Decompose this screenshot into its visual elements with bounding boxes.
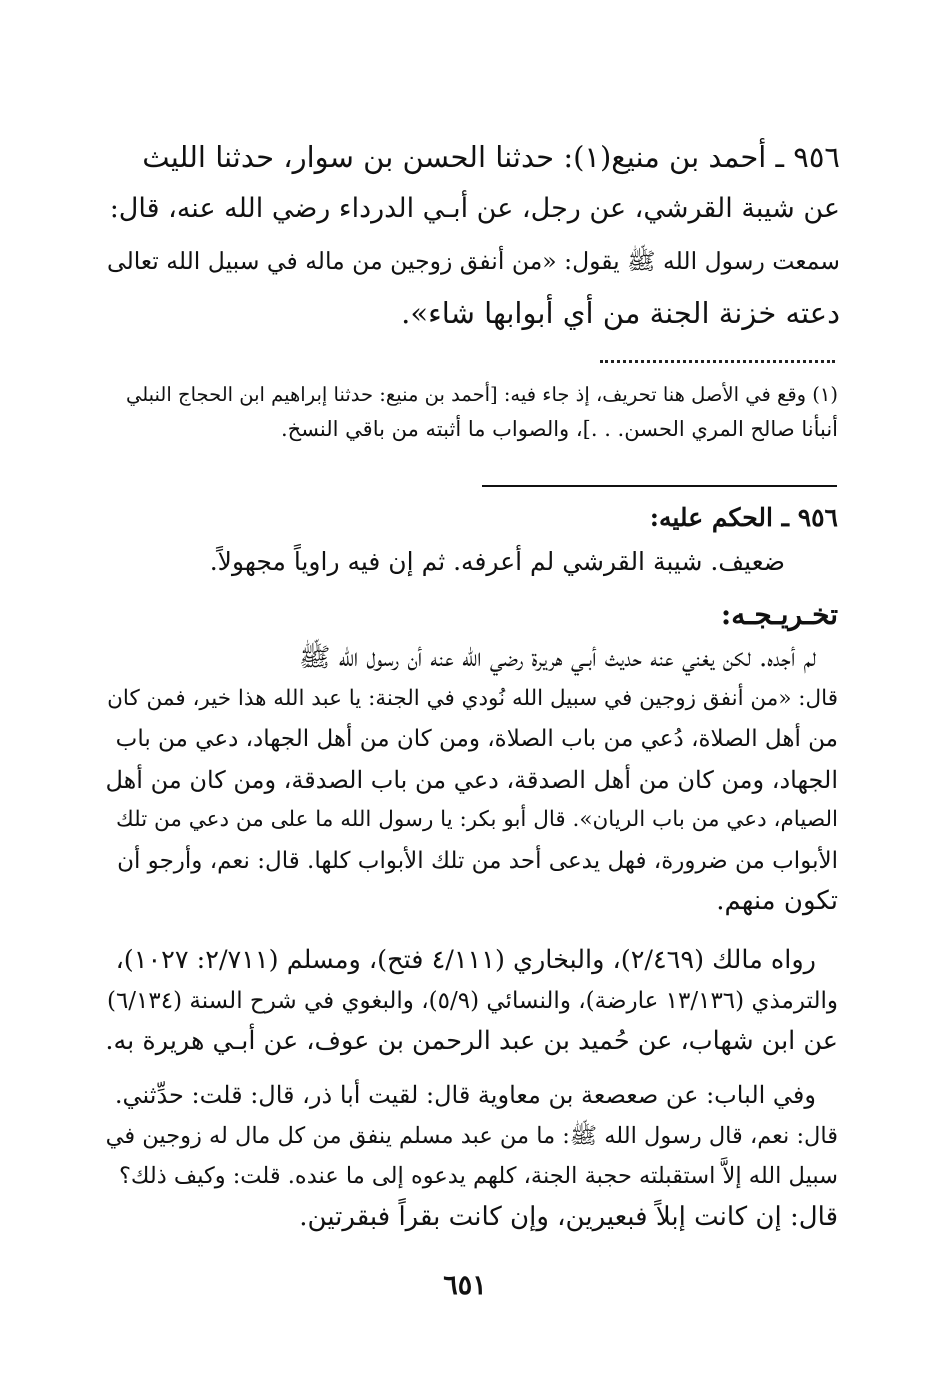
- hadith-line: دعته خزنة الجنة من أي أبوابها شاء».: [401, 296, 840, 330]
- page-number: ٦٥١: [443, 1270, 487, 1301]
- paragraph-line: وفي الباب: عن صعصعة بن معاوية قال: لقيت أبا ذر، قال: قلت: حدِّثني.: [114, 1081, 816, 1109]
- paragraph-line: تكون منهم.: [716, 886, 838, 916]
- footnote-line: (١) وقع في الأصل هنا تحريف، إذ جاء فيه: [أحمد بن منيع: حدثنا إبراهيم ابن الحجاج النبلي: [125, 383, 838, 406]
- paragraph-line: من أهل الصلاة، دُعي من باب الصلاة، ومن كان من أهل الجهاد، دعي من باب: [115, 726, 838, 752]
- hadith-line: عن شيبة القرشي، عن رجل، عن أبـي الدرداء رضي الله عنه، قال:: [109, 193, 840, 224]
- paragraph-line: لم أجده. لكن يغني عنه حديث أبـي هريرة رضي الله عنه أن رسول الله ﷺ: [298, 643, 816, 673]
- paragraph-line: والترمذي (١٣/١٣٦ عارضة)، والنسائي (٥/٩)، والبغوي في شرح السنة (٦/١٣٤): [106, 987, 838, 1014]
- paragraph-line: الصيام، دعي من باب الريان». قال أبو بكر: يا رسول الله ما على من دعي من تلك: [115, 807, 838, 832]
- paragraph-line: سبيل الله إلاَّ استقبلته حجبة الجنة، كلهم يدعوه إلى ما عنده. قلت: وكيف ذلك؟: [118, 1163, 838, 1189]
- footnote-line: أنبأنا صالح المري الحسن. . .]، والصواب ما أثبته من باقي النسخ.: [280, 417, 838, 441]
- ruling-text: ضعيف. شيبة القرشي لم أعرفه. ثم إن فيه راوياً مجهولاً.: [209, 547, 785, 576]
- paragraph-line: عن ابن شهاب، عن حُميد بن عبد الرحمن بن عوف، عن أبـي هريرة به.: [105, 1026, 838, 1056]
- ruling-heading: ٩٥٦ ـ الحكم عليه:: [649, 503, 838, 532]
- paragraph-line: الأبواب من ضرورة، فهل يدعى أحد من تلك الأبواب كلها. قال: نعم، وأرجو أن: [117, 847, 838, 874]
- footnote-separator: [600, 348, 835, 363]
- paragraph-line: قال: «من أنفق زوجين في سبيل الله نُودي في الجنة: يا عبد الله هذا خير، فمن كان: [107, 685, 838, 711]
- section-divider: [482, 485, 837, 487]
- footnote: [110, 378, 838, 446]
- hadith-text: [105, 131, 840, 339]
- hadith-line: سمعت رسول الله ﷺ يقول: «من أنفق زوجين من ماله في سبيل الله تعالى: [106, 247, 840, 275]
- hadith-line: ٩٥٦ ـ أحمد بن منيع(١): حدثنا الحسن بن سوار، حدثنا الليث: [142, 140, 840, 174]
- takhrij-paragraph-2: [105, 940, 838, 1062]
- takhrij-paragraph-1: [105, 638, 838, 922]
- paragraph-line: رواه مالك (٢/٤٦٩)، والبخاري (٤/١١١ فتح)، ومسلم (٢/٧١١: ١٠٢٧)،: [115, 945, 816, 975]
- takhrij-paragraph-3: [105, 1075, 838, 1237]
- paragraph-line: قال: إن كانت إبلاً فبعيرين، وإن كانت بقراً فبقرتين.: [299, 1201, 838, 1232]
- paragraph-line: قال: نعم، قال رسول الله ﷺ: ما من عبد مسلم ينفق من كل مال له زوجين في: [105, 1122, 838, 1149]
- paragraph-line: الجهاد، ومن كان من أهل الصدقة، دعي من باب الصدقة، ومن كان من أهل: [105, 765, 838, 794]
- takhrij-heading: تخـريـجـه:: [720, 598, 838, 631]
